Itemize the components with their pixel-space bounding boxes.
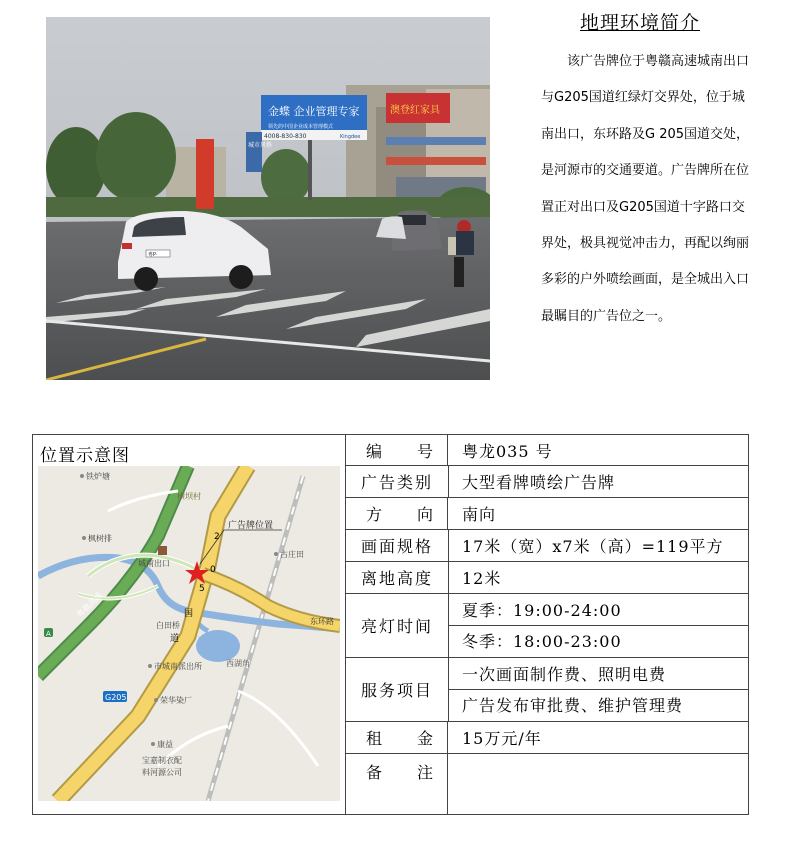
value-lighting-summer: 夏季：19:00-24:00 [462, 601, 622, 620]
table-row-direction [346, 498, 749, 530]
billboard-sub-text: 领先的中国企业成本管理模式 [268, 124, 334, 130]
billboard-small-text: 城市风格 [248, 142, 273, 149]
table-row-lighting [346, 594, 749, 658]
table-row-services [346, 658, 749, 722]
intro-body: 该广告牌位于粤赣高速城南出口与G205国道红绿灯交界处，位于城南出口，东环路及G 205国道交处，是河源市的交通要道。广告牌所在位置正对出口及G205国道十字路口交界处，极具视觉冲击力，再配以绚丽多彩的户外喷绘画面，是全城出入口最瞩目的广告位之一。 [541, 54, 750, 324]
label-note: 备 注 [346, 754, 448, 814]
place-xihujiao: 西湖角 [226, 659, 250, 668]
value-rent: 15万元/年 [462, 729, 542, 748]
place-tielutang: 铁炉塘 [86, 472, 110, 481]
billboard-right-text: 澳登红家具 [390, 105, 440, 116]
place-hengbacun: 横坝村 [177, 492, 201, 501]
place-baitianqiao: 白田桥 [156, 621, 180, 630]
label-lighting: 亮灯时间 [346, 594, 449, 657]
road-char-guo: 国 [184, 609, 194, 619]
table-row-size [346, 530, 749, 562]
place-fengshupai: 枫树排 [88, 534, 112, 543]
value-size: 17米（宽）x7米（高）=119平方 [462, 537, 724, 556]
value-height: 12米 [462, 569, 502, 588]
label-size: 画面规格 [346, 530, 449, 561]
value-services-1: 一次画面制作费、照明电费 [462, 665, 667, 684]
table-row-category [346, 466, 749, 498]
place-donghuanlu: 东环路 [310, 617, 334, 626]
table-row-rent [346, 722, 749, 754]
table-row-id [346, 435, 749, 466]
place-chengnan-exit: 城南出口 [138, 559, 170, 568]
road-number-2: 2 [214, 532, 220, 542]
table-row-height [346, 562, 749, 594]
billboard-phone: 4008-830-830 [264, 133, 307, 140]
road-number-5: 5 [199, 584, 205, 594]
road-number-0: 0 [210, 565, 216, 575]
pin-label: 广告牌位置 [228, 521, 274, 531]
map-caption: 位置示意图 [40, 446, 130, 466]
info-table [346, 435, 749, 814]
table-row-note [346, 754, 749, 814]
place-guzhuangtian: 古庄田 [280, 550, 304, 559]
expressway-label: 粤赣高速 [75, 590, 105, 620]
label-services: 服务项目 [346, 658, 449, 721]
billboard-brand: Kingdee [340, 134, 361, 140]
road-char-dao: 道 [170, 634, 180, 644]
label-rent: 租 金 [346, 722, 448, 753]
place-baojia-1: 宝嘉制衣配 [142, 756, 182, 765]
label-height: 离地高度 [346, 562, 449, 593]
label-direction: 方 向 [346, 498, 448, 529]
info-box [32, 434, 749, 815]
value-services-2: 广告发布审批费、维护管理费 [462, 696, 684, 715]
place-police-station: 市城南派出所 [154, 662, 202, 671]
place-ronghua-dye: 荣华染厂 [160, 696, 192, 705]
value-lighting-winter: 冬季：18:00-23:00 [462, 632, 622, 651]
value-id: 粤龙035 号 [462, 441, 553, 461]
label-id: 编 号 [346, 435, 448, 465]
place-baojia-2: 料河源公司 [142, 768, 182, 777]
location-map [38, 466, 340, 801]
place-kangyi: 康益 [157, 740, 173, 749]
a-badge: A [46, 630, 51, 638]
value-direction: 南向 [462, 505, 497, 524]
value-category: 大型看牌喷绘广告牌 [462, 473, 616, 492]
billboard-main-text: 金蝶 企业管理专家 [268, 105, 360, 118]
street-photo [46, 17, 490, 380]
car-plate: 粤P· [148, 252, 158, 258]
intro-title: 地理环境简介 [580, 12, 701, 34]
label-category: 广告类别 [346, 466, 449, 497]
g205-badge: G205 [105, 693, 127, 702]
